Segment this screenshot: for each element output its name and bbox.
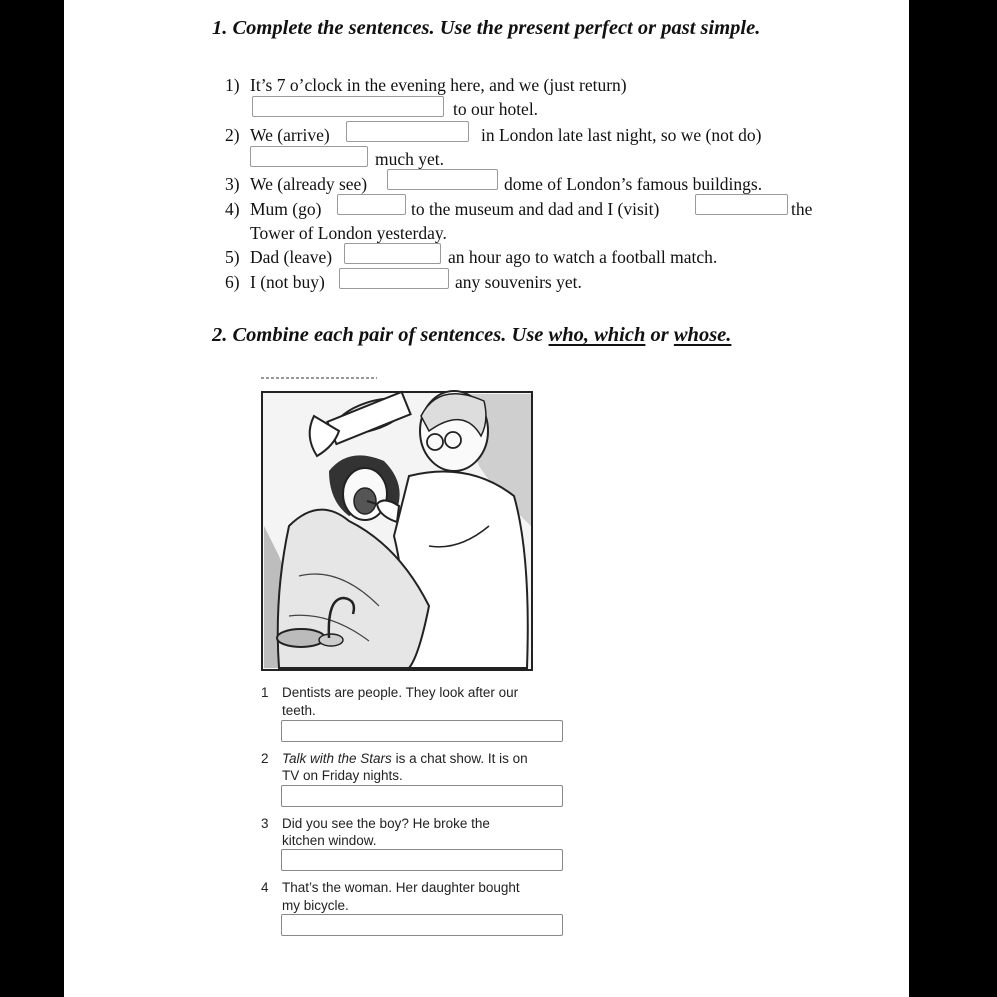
ex2-item-2-line1 xyxy=(282,750,528,767)
item-2-text: We (arrive) xyxy=(250,125,330,145)
item-4-number: 4) xyxy=(225,199,240,219)
exercise-1-heading: 1. Complete the sentences. Use the present perfect or past simple. xyxy=(212,17,761,39)
worksheet-page xyxy=(64,0,909,997)
ex2-item-3-line1: Did you see the boy? He broke the xyxy=(282,816,490,831)
ex2-item-4-number: 4 xyxy=(261,880,269,895)
ex2-item-2-line2: TV on Friday nights. xyxy=(282,768,403,783)
dentist-illustration xyxy=(259,376,539,672)
item-6-number: 6) xyxy=(225,272,240,292)
ex2-item-4-line2: my bicycle. xyxy=(282,898,349,913)
ex2-item-2-show-title: Talk with the Stars xyxy=(282,751,392,766)
exercise-2-heading xyxy=(212,324,731,347)
item-6-answer-box[interactable] xyxy=(339,268,449,289)
ex2-item-1-line2: teeth. xyxy=(282,703,316,718)
exercise-2-heading-words: who, which xyxy=(548,324,646,346)
item-4-answer-box-1[interactable] xyxy=(337,194,406,215)
ex2-item-3-number: 3 xyxy=(261,816,269,831)
item-3-number: 3) xyxy=(225,174,240,194)
exercise-2-heading-whose: whose. xyxy=(673,324,732,346)
ex2-item-4-answer-box[interactable] xyxy=(281,914,563,936)
ex2-item-3-answer-box[interactable] xyxy=(281,849,563,871)
ex2-item-2-answer-box[interactable] xyxy=(281,785,563,807)
item-4-text: Mum (go) xyxy=(250,199,322,219)
item-5-number: 5) xyxy=(225,247,240,267)
item-1-text: It’s 7 o’clock in the evening here, and we (just return) xyxy=(250,75,627,95)
item-4-answer-box-2[interactable] xyxy=(695,194,788,215)
item-5-text-end: an hour ago to watch a football match. xyxy=(448,247,718,267)
ex2-item-2-line1-rest: is a chat show. It is on xyxy=(391,751,528,766)
item-1-answer-box[interactable] xyxy=(252,96,444,117)
item-4-text-end: Tower of London yesterday. xyxy=(250,223,447,243)
item-4-text-the: the xyxy=(791,199,813,219)
ex2-item-2-number: 2 xyxy=(261,751,269,766)
item-1-number: 1) xyxy=(225,75,240,95)
item-2-answer-box-2[interactable] xyxy=(250,146,368,167)
item-5-text: Dad (leave) xyxy=(250,247,333,267)
ex2-item-1-answer-box[interactable] xyxy=(281,720,563,742)
exercise-2-heading-or: or xyxy=(645,324,674,346)
ex2-item-1-line1: Dentists are people. They look after our xyxy=(282,685,519,700)
item-3-text-end: dome of London’s famous buildings. xyxy=(504,174,763,194)
ex2-item-1-number: 1 xyxy=(261,685,269,700)
item-4-text-mid: to the museum and dad and I (visit) xyxy=(411,199,660,219)
item-6-text-end: any souvenirs yet. xyxy=(455,272,582,292)
item-3-answer-box[interactable] xyxy=(387,169,498,190)
ex2-item-4-line1: That’s the woman. Her daughter bought xyxy=(282,880,520,895)
ex2-item-3-line2: kitchen window. xyxy=(282,833,377,848)
item-2-number: 2) xyxy=(225,125,240,145)
item-6-text: I (not buy) xyxy=(250,272,325,292)
exercise-2-heading-prefix: 2. Combine each pair of sentences. Use xyxy=(212,324,549,346)
item-3-text: We (already see) xyxy=(250,174,368,194)
item-2-text-end: much yet. xyxy=(375,149,445,169)
item-5-answer-box[interactable] xyxy=(344,243,441,264)
item-2-text-mid: in London late last night, so we (not do) xyxy=(481,125,762,145)
item-1-text-end: to our hotel. xyxy=(453,99,539,119)
item-2-answer-box-1[interactable] xyxy=(346,121,469,142)
